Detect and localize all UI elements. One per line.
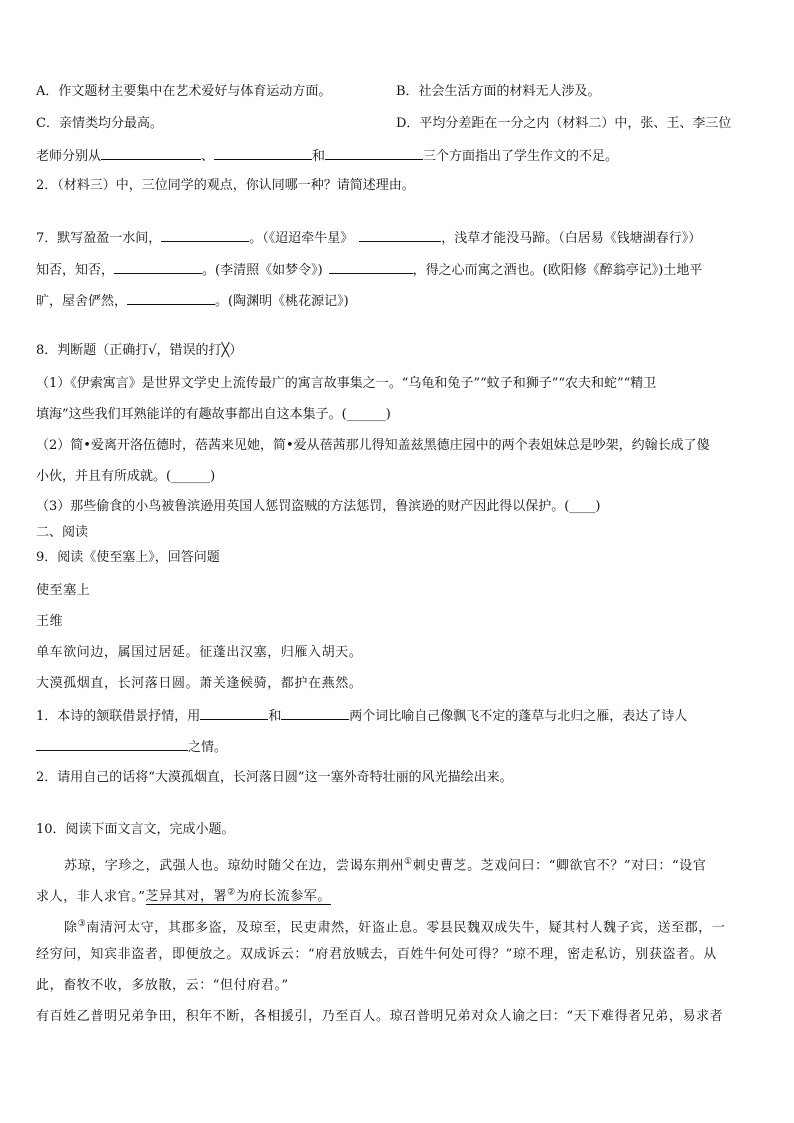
q7-line-1 [36,228,701,248]
q7-line-2 [36,260,702,280]
passage-text: 芝异其对，署 [145,889,228,905]
q7-text: 。(李清照《如梦令》) [202,263,323,278]
blank[interactable] [281,706,349,720]
section-heading: 二、阅读 [36,525,89,540]
poem-title: 使至塞上 [36,583,91,598]
q7-text: ，浅草才能没马蹄。（白居易《钱塘湖春行》） [441,231,702,246]
blank[interactable] [214,146,312,160]
q6-fill-text-3: 和 [312,149,326,164]
q8-title: 8．判断题（正确打√，错误的打╳） [36,343,243,358]
q9-text: 1．本诗的颔联借景抒情，用 [36,709,201,724]
passage-text: 苏琼，字珍之，武强人也。琼幼时随父在边，尝谒东荆州 [64,858,405,874]
blank[interactable] [127,291,215,305]
q6-fill-text-2: 、 [201,149,215,164]
q9-title: 9．阅读《使至塞上》，回答问题 [36,550,220,565]
q8-s3-line-1: （3）那些偷食的小鸟被鲁滨逊用英国人惩罚盗贼的方法惩罚，鲁滨逊的财产因此得以保护。(____) [36,499,601,514]
q9-sub1-line-1 [36,706,687,726]
q8-s2-line-2: 小伙，并且有所成就。(______) [36,469,216,484]
footnote-marker: ① [404,857,413,867]
underlined-sentence [146,889,331,905]
q6-fill-line [36,146,618,166]
q7-text: ，得之心而寓之酒也。(欧阳修《醉翁亭记》)土地平 [412,263,703,278]
blank[interactable] [325,146,423,160]
q10-title: 10．阅读下面文言文，完成小题。 [36,822,235,837]
poem-line-1: 单车欲问边，属国过居延。征蓬出汉塞，归雁入胡天。 [36,645,363,660]
blank[interactable] [161,228,249,242]
blank[interactable] [359,228,441,242]
blank[interactable] [101,146,201,160]
q7-text: 知否，知否， [36,263,115,278]
q8-s1-line-2: 填海”这些我们耳熟能详的有趣故事都出自这本集子。(______) [36,407,391,422]
option-d: D．平均分差距在一分之内（材料二）中，张、王、李三位 [396,116,732,131]
q8-s2-line-1: （2）简•爱离开洛伍德时，蓓茜来见她，简•爱从蓓茜那儿得知盖兹黑德庄园中的两个表姐妹总是吵架，约翰长成了傻 [36,438,710,453]
passage-p2-line-1 [64,915,725,937]
passage-text: 刺史曹芝。芝戏问曰：“卿欲官不？”对曰：“设官 [412,858,707,874]
q6-fill-text-4: 三个方面指出了学生作文的不足。 [423,149,619,164]
passage-text: 除 [64,920,78,936]
footnote-marker: ② [227,888,236,898]
q9-sub1-line-2 [36,737,227,757]
q7-line-3 [36,291,349,311]
poem-author: 王维 [36,614,64,629]
passage-text: 南清河太守，其郡多盗，及琼至，民吏肃然，奸盗止息。零县民魏双成失牛，疑其村人魏子宾，送至郡，一 [86,920,726,936]
option-a: A．作文题材主要集中在艺术爱好与体育运动方面。 [36,84,332,99]
passage-text: 求人，非人求官。” [36,889,146,905]
footnote-marker: ③ [77,919,87,929]
q6-subquestion-2: 2．（材料三）中，三位同学的观点，你认同哪一种？请简述理由。 [36,178,415,193]
passage-p3-line-1: 有百姓乙普明兄弟争田，积年不断，各相援引，乃至百人。琼召普明兄弟对众人谕之曰：“天下难得者兄弟，易求者 [36,1009,724,1024]
poem-line-2: 大漠孤烟直，长河落日圆。萧关逢候骑，都护在燕然。 [36,676,363,691]
passage-p2-line-2: 经穷问，知宾非盗者，即便放之。双成诉云：“府君放贼去，百姓牛何处可得？”琼不理，密走私访，别获盗者。从 [36,947,717,962]
q6-fill-text-1: 老师分别从 [36,149,102,164]
q7-text: 旷，屋舍俨然， [36,294,128,309]
passage-text: 为府长流参军。 [235,889,332,905]
passage-p1-line-1 [64,853,706,875]
q9-text: 和 [268,709,282,724]
q7-text: 。(陶渊明《桃花源记》) [215,294,349,309]
q9-text: 之情。 [188,740,228,755]
blank[interactable] [114,260,202,274]
option-c: C．亲情类均分最高。 [36,116,163,131]
blank[interactable] [329,260,413,274]
q9-subquestion-2: 2．请用自己的话将“大漠孤烟直，长河落日圆”这一塞外奇特壮丽的风光描绘出来。 [36,770,513,785]
q7-text: 。（《迢迢牵牛星》 [249,231,354,246]
blank[interactable] [36,737,188,751]
q8-s1-line-1: （1）《伊索寓言》是世界文学史上流传最广的寓言故事集之一。“乌龟和兔子”“蚊子和狮子”“农夫和蛇”“精卫 [36,376,657,391]
passage-p2-line-3: 此，畜牧不收，多放散，云：“但付府君。” [36,978,289,993]
q9-text: 两个词比喻自己像飘飞不定的蓬草与北归之雁，表达了诗人 [349,709,688,724]
option-b: B．社会生活方面的材料无人涉及。 [396,84,601,99]
blank[interactable] [200,706,268,720]
q7-text: 7．默写盈盈一水间， [36,231,162,246]
passage-p1-line-2 [36,884,331,906]
